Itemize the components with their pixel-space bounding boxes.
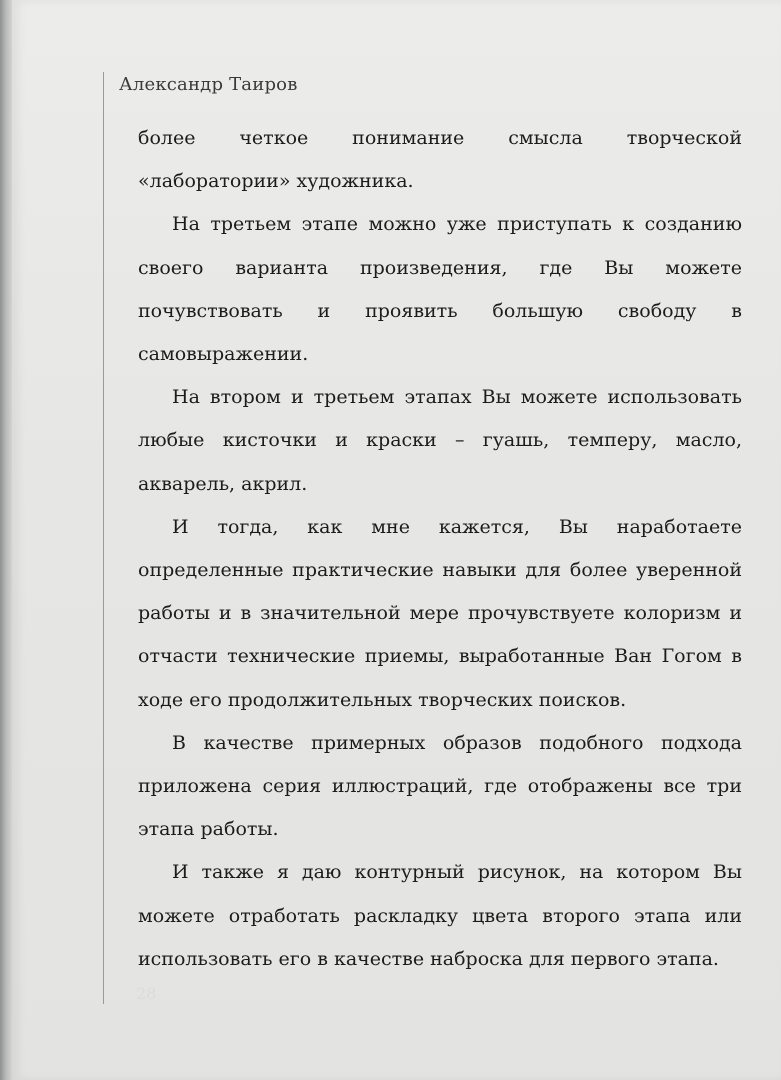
paragraph-6: И также я даю контурный рисунок, на котором Вы можете отработать раскладку цвета второго этапа или использовать его в качестве наброска для первого этапа. (138, 861, 742, 970)
paragraph-1: более четкое понимание смысла творческой «лаборатории» художника. (138, 127, 742, 193)
margin-rule (103, 72, 104, 1004)
paragraph-5: В качестве примерных образов подобного подхода приложена серия иллюстраций, где отображены все три этапа работы. (138, 731, 742, 841)
running-head-author: Александр Таиров (119, 74, 298, 95)
body-text (138, 117, 742, 981)
paragraph-2: На третьем этапе можно уже приступать к созданию своего варианта произведения, где Вы можете почувствовать и проявить большую свободу в самовыражении. (138, 213, 742, 366)
paragraph-3: На втором и третьем этапах Вы можете использовать любые кисточки и краски – гуашь, темперу, масло, акварель, акрил. (138, 386, 742, 495)
book-page (12, 0, 781, 1080)
paragraph-4: И тогда, как мне кажется, Вы наработаете определенные практические навыки для более уверенной работы и в значительной мере прочувствуете колоризм и отчасти технические приемы, выработанные Ван Гогом в ходе его продолжительных творческих поисков. (138, 515, 742, 711)
page-number: 28 (136, 984, 157, 1003)
